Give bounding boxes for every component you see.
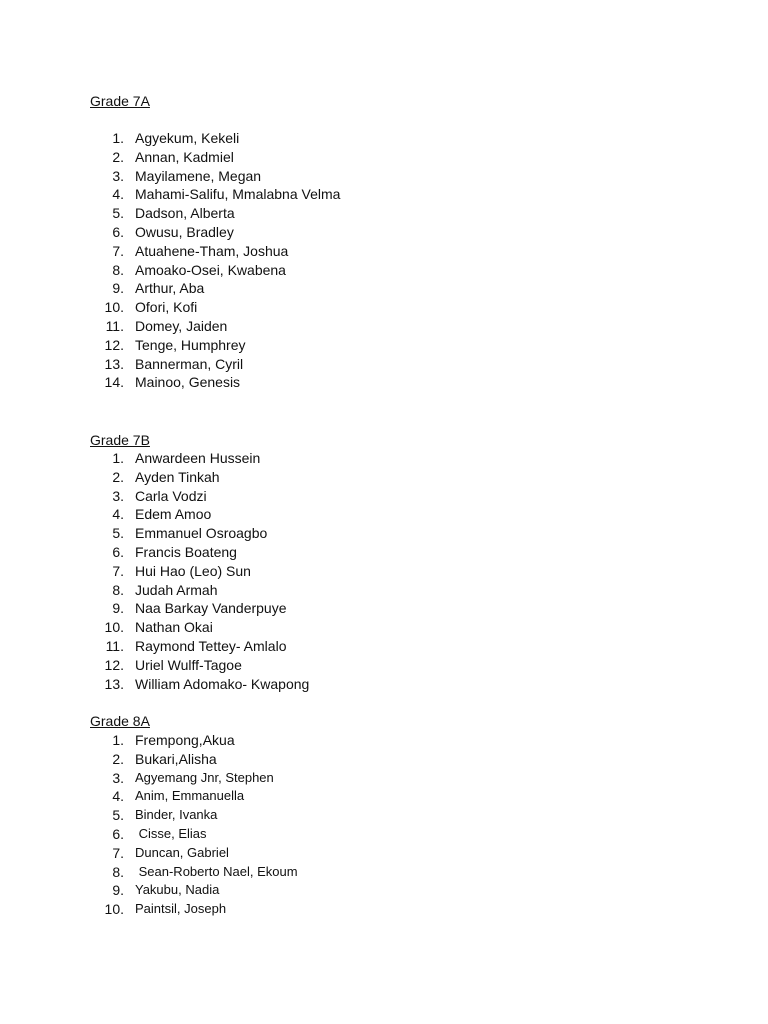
section-heading-grade-7b: Grade 7B bbox=[90, 432, 150, 448]
section-heading-grade-8a: Grade 8A bbox=[90, 713, 150, 729]
section-heading-grade-7a: Grade 7A bbox=[90, 93, 150, 109]
document-page: Grade 7A 1. Agyekum, Kekeli 2. Annan, Kadmiel 3. Mayilamene, Megan 4. Mahami-Salifu, Mmalabna Velma 5. Dadson, Alberta 6. Owusu, Bradley 7. Atuahene-Tham, Joshua 8. Amoako-Osei, Kwabena 9. Arthur, Aba 10. Ofori, Kofi 11. Domey, Jaiden 12. Tenge, Humphrey 13. Bannerman, Cyril 14. Mainoo, Genesis Grade 7B 1. Anwardeen Hussein 2. Ayden Tinkah 3. Carla Vodzi 4. Edem Amoo 5. Emmanuel Osroagbo 6. Francis Boateng 7. Hui Hao (Leo) Sun 8. Judah Armah 9. Naa Barkay Vanderpuye 10. Nathan Okai 11. Raymond Tettey- Amlalo 12. Uriel Wulff-Tagoe 13. William Adomako- Kwapong Grade 8A 1. Frempong,Akua 2. Bukari,Alisha 3. Agyemang Jnr, Stephen 4. Anim, Emmanuella 5. Binder, Ivanka 6. Cisse, Elias 7. Duncan, Gabriel 8. Sean-Roberto Nael, Ekoum 9. Yakubu, Nadia 10. Paintsil, Joseph bbox=[90, 93, 341, 918]
